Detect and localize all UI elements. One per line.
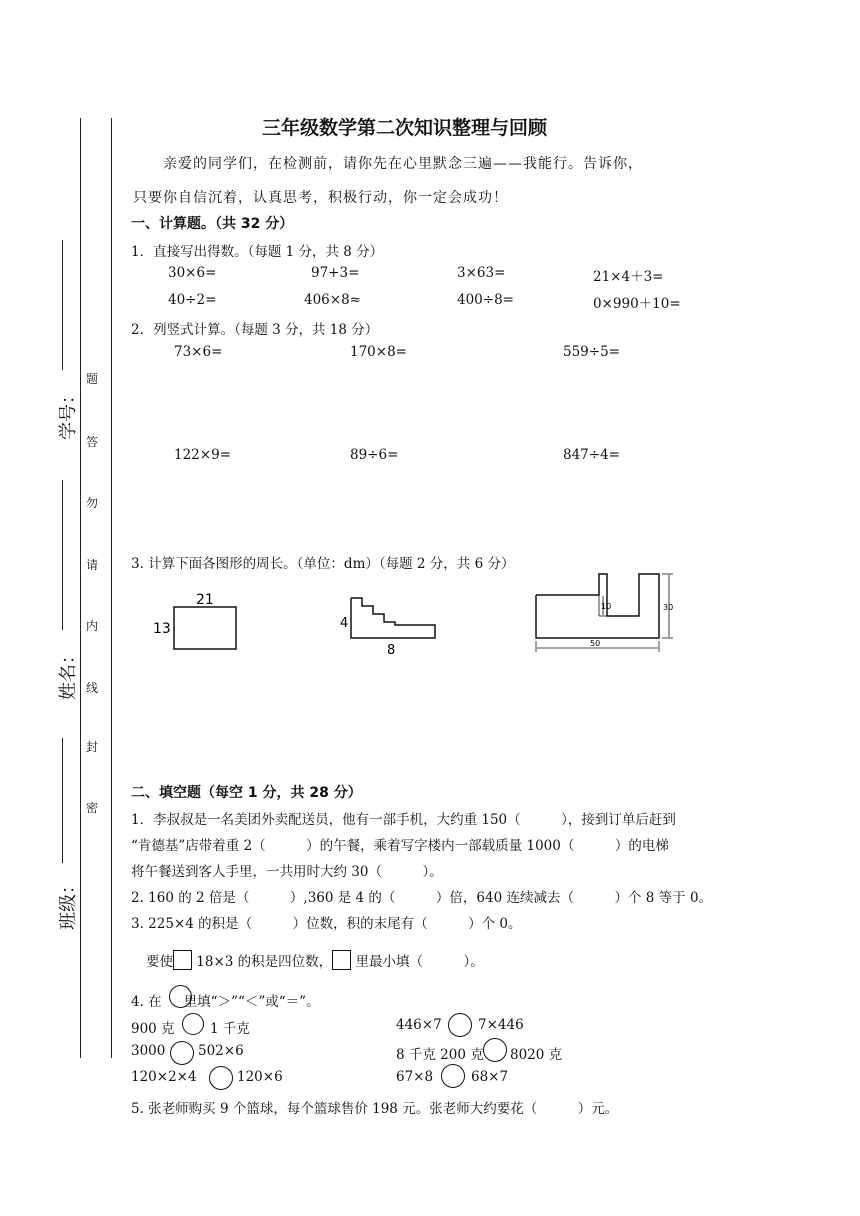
figure-rectangle [150,588,275,658]
q2-item: 73×6= [174,344,223,360]
figure3-height-label: 30 [663,603,674,612]
figure2-side-label: 4 [340,616,349,631]
q1-item: 400÷8= [457,292,514,308]
class-label: 班级： [58,876,79,930]
s2-q4-prompt [131,990,320,1010]
compare-circle-example [169,985,192,1008]
compare-left: 3000 [131,1043,166,1059]
compare-right: 502×6 [198,1043,244,1059]
q1-item: 97+3= [311,265,360,281]
page-title: 三年级数学第二次知识整理与回顾 [262,117,548,139]
compare-right: 120×6 [237,1069,283,1085]
q1-item: 40÷2= [168,292,217,308]
s2-q3: 3. 225×4 的积是（ ）位数，积的末尾有（ ）个 0。 [131,916,522,932]
figure2-bottom-label: 8 [387,643,396,658]
q1-item: 0×990＋10= [593,296,681,312]
binding-line-outer [80,118,81,1058]
seal-char: 题 [86,372,99,386]
seal-char: 线 [86,681,99,695]
q2-item: 122×9= [174,447,231,463]
q1-item: 406×8≈ [304,292,361,308]
compare-right: 68×7 [471,1069,509,1085]
q2-item: 170×8= [350,344,407,360]
s2-q1-line1: 1．李叔叔是一名美团外卖配送员，他有一部手机，大约重 150（ ），接到订单后赶到 [131,812,676,828]
q2-item: 89÷6= [350,447,399,463]
seal-char: 勿 [86,496,99,510]
q2-item: 847÷4= [563,447,620,463]
s2-q4-suffix: 里填“＞”“＜”或“＝”。 [183,994,320,1010]
compare-circle[interactable] [448,1013,472,1037]
section1-heading: 一、计算题。（共 32 分） [131,216,294,232]
figure1-side-label: 13 [153,621,171,637]
figure3-notch-label: 10 [601,602,612,611]
compare-left: 8 千克 200 克 [396,1047,484,1063]
compare-left: 120×2×4 [131,1069,197,1085]
compare-left: 900 克 [131,1021,175,1037]
s2-q1-line2: “肯德基”店带着重 2（ ）的午餐，乘着写字楼内一部载质量 1000（ ）的电梯 [131,838,669,854]
s2-q3b-mid: 18×3 的积是四位数， [196,954,333,970]
compare-circle[interactable] [209,1066,233,1090]
compare-right: 1 千克 [210,1021,250,1037]
compare-circle[interactable] [441,1064,465,1088]
section2-heading: 二、填空题（每空 1 分，共 28 分） [131,785,362,801]
s2-q5: 5. 张老师购买 9 个篮球，每个篮球售价 198 元。张老师大约要花（ ）元。 [131,1101,619,1117]
q2-prompt: 2．列竖式计算。（每题 3 分，共 18 分） [131,322,379,338]
binding-line-inner [111,118,112,1058]
compare-right: 7×446 [478,1017,524,1033]
s2-q4-prefix: 4. 在 [131,994,162,1010]
intro-line-2: 只要你自信沉着，认真思考，积极行动，你一定会成功！ [133,190,508,206]
q1-item: 3×63= [457,265,506,281]
figure3-width-label: 50 [590,639,601,648]
figure-staircase [337,590,447,658]
compare-circle[interactable] [170,1041,194,1065]
student-id-underline [62,240,63,370]
seal-char: 答 [86,435,99,449]
s2-q3b [146,950,484,970]
compare-circle[interactable] [483,1038,507,1062]
seal-char: 密 [86,801,99,815]
q1-prompt: 1．直接写出得数。（每题 1 分，共 8 分） [131,244,384,260]
compare-left: 446×7 [396,1017,442,1033]
answer-box[interactable] [173,950,192,970]
seal-char: 内 [86,619,99,633]
seal-char: 封 [86,740,99,754]
q3-prompt: 3. 计算下面各图形的周长。（单位：dm）（每题 2 分，共 6 分） [131,556,515,572]
s2-q3b-prefix: 要使 [146,954,173,970]
answer-box[interactable] [332,950,351,970]
compare-right: 8020 克 [510,1047,563,1063]
q1-item: 30×6= [168,265,217,281]
name-label: 姓名： [58,646,79,700]
compare-circle[interactable] [182,1013,204,1035]
s2-q3b-suffix: 里最小填（ ）。 [355,954,484,970]
q2-item: 559÷5= [563,344,620,360]
seal-char: 请 [86,558,99,572]
q1-item: 21×4＋3= [593,269,664,285]
name-underline [62,480,63,630]
intro-line-1: 亲爱的同学们，在检测前，请你先在心里默念三遍——我能行。告诉你， [163,156,643,172]
class-underline [62,738,63,863]
student-id-label: 学号： [58,386,79,440]
compare-left: 67×8 [396,1069,434,1085]
s2-q2: 2. 160 的 2 倍是（ ）,360 是 4 的（ ）倍，640 连续减去（ ）个 8 等于 0。 [131,890,713,906]
figure-notched-shape [530,570,690,656]
s2-q1-line3: 将午餐送到客人手里，一共用时大约 30（ ）。 [131,864,443,880]
figure1-top-label: 21 [196,592,214,608]
